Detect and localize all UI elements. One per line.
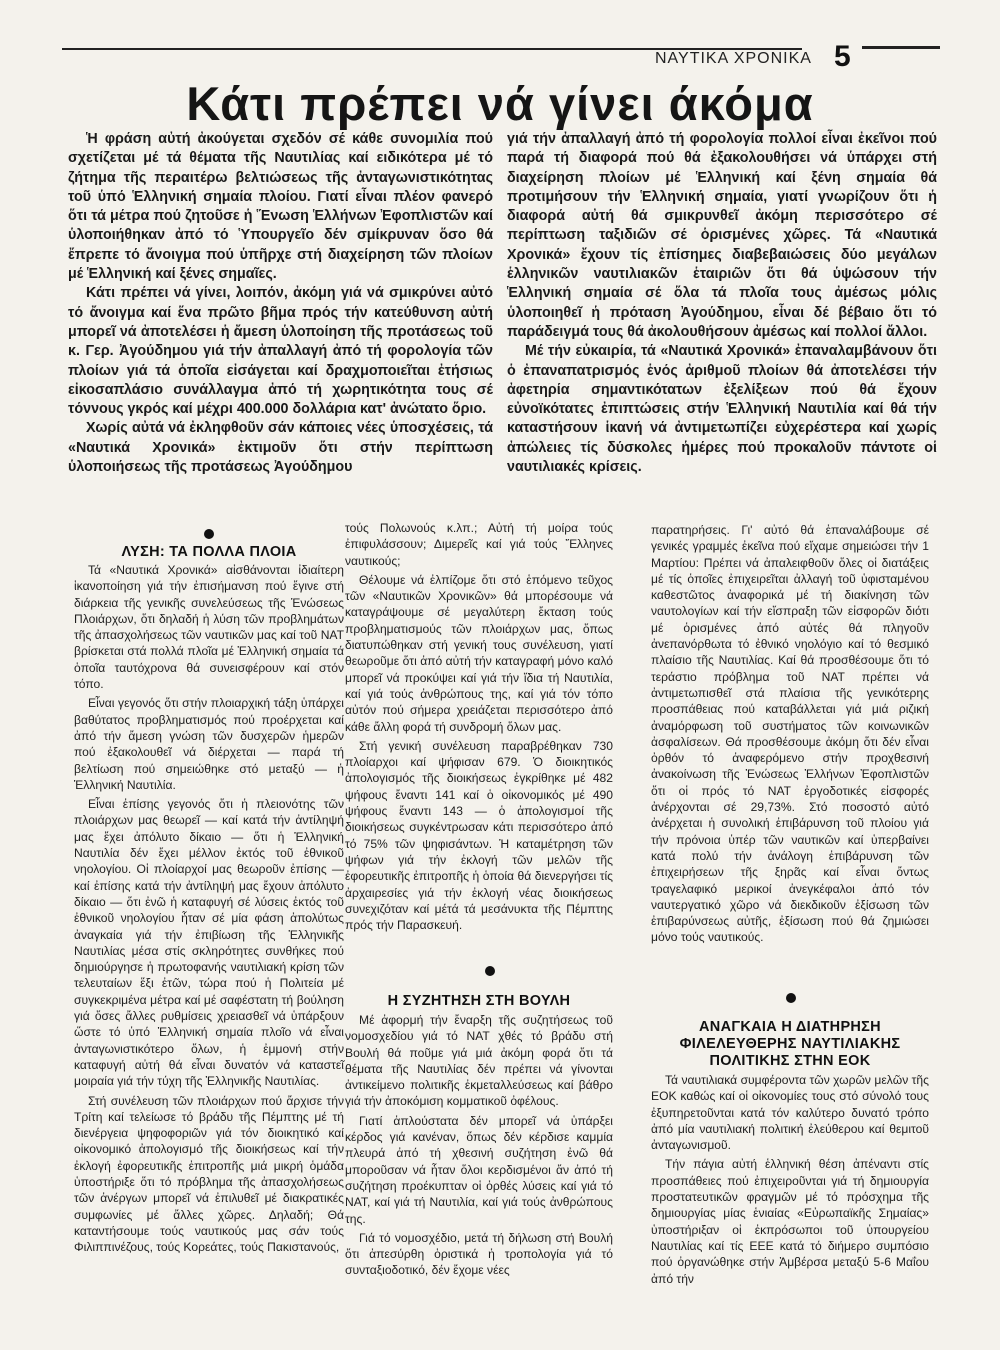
column-paragraph: Στή συνέλευση τῶν πλοιάρχων πού ἄρχισε τήν Τρίτη καί τελείωσε τό βράδυ τῆς Πέμπτης μέ τή διενέργεια ψηφοφοριῶν γιά τόν διοικητικό καί οἰκονομικό ἀπολογισμό τῆς διοικήσεως καί τήν ἐκλογή ἐφορευτικῆς ἐπιτροπῆς μιά μικρή ὁμάδα ὑποστήριξε ὅτι τό πρόβλημα τῆς ἀπασχολήσεως τῶν ἀνέργων μπορεῖ νά ἐπιλυθεῖ μέ διακρατικές συμφωνίες μέ ἄλλες χῶρες. Δηλαδή; Θά καταντήσουμε τούς ναυτικούς μας σάν τούς Φιλιππινέζους, τούς Κορεάτες, τούς Πακιστανούς, [74, 1093, 344, 1255]
column-1 [74, 562, 344, 1258]
column-2-lower [345, 1012, 613, 1282]
column-2 [345, 520, 613, 936]
article-title: Κάτι πρέπει νά γίνει άκόμα [186, 77, 814, 130]
column-3-lower [651, 1072, 929, 1290]
column-paragraph: Γιατί ἁπλούστατα δέν μπορεῖ νά ὑπάρξει κέρδος γιά κανέναν, ὅπως δέν κέρδισε καμμία πλευρά ἀπό τή χθεσινή συζήτηση ἐνῶ θά μποροῦσαν νά ἦταν ὅλοι κερδισμένοι ἄν ἀπό τή συζήτηση προέκυπταν οἱ ὀρθές λύσεις καί γιά τό ΝΑΤ, καί γιά τή Ναυτιλία, καί γιά τούς ἀνθρώπους της. [345, 1113, 613, 1226]
column-paragraph: Μέ ἀφορμή τήν ἔναρξη τῆς συζητήσεως τοῦ νομοσχεδίου γιά τό ΝΑΤ χθές τό βράδυ στή Βουλή θά ποῦμε γιά μιά ἀκόμη φορά ὅτι τά θέματα τῆς Ναυτιλίας δέν πρέπει νά γίνονται ἀντικείμενο πολιτικῆς ἐκμεταλλεύσεως καί βάθρο γιά τήν ἀποκόμιση κομματικοῦ ὀφέλους. [345, 1013, 613, 1109]
column-paragraph: Εἶναι ἐπίσης γεγονός ὅτι ἡ πλειονότης τῶν πλοιάρχων μας θεωρεῖ — καί κατά τήν ἀντίληψή μας ἔχει ἀπόλυτο δίκαιο — ὅτι ἡ Ἑλληνική Ναυτιλία δέν ἔχει μέλλον ἐκτός τοῦ ἐθνικοῦ νηολογίου. Οἱ πλοίαρχοί μας θεωροῦν ἐπίσης — καί ἐπίσης κατά τήν ἀντίληψή μας ἔχουν ἀπόλυτο δίκαιο — ὅτι ἐνῶ ἡ καταφυγή σέ λύσεις ἐκτός τοῦ ἐθνικοῦ νηολογίου ἦταν σέ μία φάση ἀπολύτως ἀναγκαία γιά τήν ἐπιβίωση τῆς Ἑλληνικῆς Ναυτιλίας μέσα στίς σκληρότητες συνθήκες πού δημιούργησε ἡ πρωτοφανής ναυτιλιακή κρίση τῶν τελευταίων ἕξι ἐτῶν, τώρα πού ἡ Πολιτεία μέ συγκεκριμένα μέτρα καί μέ σαφέστατη τή βούληση γιά ὅσες ἄλλες ρυθμίσεις χρειασθεῖ νά ὑπάρξουν ὥστε τό ὑπό Ἑλληνική σημαία πλοῖο νά εἶναι ἀνταγωνιστικότερο ὅλων, ἡ ἐμμονή στήν καταφυγή αὐτή θά εἶναι δυνατόν νά καταστεῖ μοιραία γιά τήν τύχη τῆς Ἑλληνικῆς Ναυτιλίας. [74, 797, 344, 1089]
column-paragraph: Τά ναυτιλιακά συμφέροντα τῶν χωρῶν μελῶν τῆς ΕΟΚ καθώς καί οἱ οἰκονομίες τους στό σύνολό τους ἐξυπηρετοῦνται κατά τόν καλύτερο δυνατό τρόπο ἀπό μία ναυτιλιακή πολιτική ἐλεύθερου καί θεμιτοῦ ἀνταγωνισμοῦ. [651, 1073, 929, 1153]
column-paragraph: Εἶναι γεγονός ὅτι στήν πλοιαρχική τάξη ὑπάρχει βαθύτατος προβληματισμός πού προέρχεται καί ἀπό τήν ἄμεση γνώση τῶν δυσχερῶν ἡμερῶν πού ἐξακολουθεῖ νά διέρχεται — παρά τή βελτίωση πού σημειώθηκε στό μεταξύ — ἡ Ἑλληνική Ναυτιλία. [74, 696, 344, 792]
lead-paragraph: Ἡ φράση αὐτή ἀκούγεται σχεδόν σέ κάθε συνομιλία πού σχετίζεται μέ τά θέματα τῆς Ναυτιλίας καί ειδικότερα μέ τό ζήτημα τῆς περαιτέρω βελτιώσεως τῆς ἀνταγωνιστικότητας τοῦ ὑπό Ἑλληνική σημαία πλοίου. Γιατί εἶναι πλέον φανερό ὅτι τά μέτρα πού ζητοῦσε ἡ Ἕνωση Ἑλλήνων Ἐφοπλιστῶν καί ὑλοποιήθηκαν ἀπό τό Ὑπουργεῖο δέν σμίκρυναν ὅσο θά ἔπρεπε τό ἄνοιγμα πού ὑπῆρχε στή διαχείρηση τῶν πλοίων μέ Ἑλληνική καί ξένες σημαῖες. [68, 131, 493, 283]
lead-paragraph: γιά τήν ἀπαλλαγή ἀπό τή φορολογία πολλοί εἶναι ἐκεῖνοι πού παρά τή διαφορά πού θά ἐξακολουθήσει νά ὑπάρχει στή διαχείρηση πλοίων μέ Ἑλληνική καί ξένη σημαία θά προτιμήσουν τήν Ἑλληνική σημαία, γιατί γνωρίζουν ὅτι ἡ διαφορά αὐτή θά σμικρυνθεῖ ἀκόμη περισσότερο σέ περίπτωση ταξιδιῶν σέ ὁρισμένες χῶρες. Τά «Ναυτικά Χρονικά» ἔχουν τίς ἐπίσημες διαβεβαιώσεις δύο μεγάλων ἑλληνικῶν ναυτιλιακῶν ἑταιριῶν ὅτι θά ὑψώσουν τήν Ἑλληνική σημαία σέ ὅλα τά πλοῖα τους ἀμέσως μόλις ὑλοποιηθεῖ ἡ πρόταση Ἀγούδημου, εἶναι δέ βέβαιο ὅτι τό παράδειγμά τους θά ἀκολουθήσουν ἀμέσως καί πολλοί ἄλλοι. [507, 131, 937, 340]
lead-column-right [507, 130, 937, 477]
column-paragraph: Τά «Ναυτικά Χρονικά» αἰσθάνονται ἰδιαίτερη ἱκανοποίηση γιά τήν ἐπισήμανση πού ἔγινε στή διάρκεια τῆς γενικῆς συνελεύσεως τῆς Ἑνώσεως Πλοιάρχων, ὅτι δηλαδή ἡ λύση τῶν προβλημάτων τῆς ἀπασχολήσεως τῶν ναυτικῶν μας καί τοῦ ΝΑΤ βρίσκεται στά πολλά πλοῖα μέ Ἑλληνική σημαία τά ὁποῖα ταυτόχρονα θά συνεισφέρουν καί στόν τόπο. [74, 563, 344, 692]
section-heading-vouli: Η ΣΥΖΗΤΗΣΗ ΣΤΗ ΒΟΥΛΗ [387, 993, 571, 1009]
column-paragraph: Τήν πάγια αὐτή ἑλληνική θέση ἀπέναντι στίς προσπάθειες πού ἐπιχειροῦνται γιά τή δημιουργία προστατευτικῶν φραγμῶν μέ τό πρόσχημα τῆς δημιουργίας μίας ἑνιαίας «Εὐρωπαϊκῆς Σημαίας» ὑποστήριξαν οἱ ἐκπρόσωποι τοῦ ὑπουργείου Ναυτιλίας καί τίς ΕΕΕ κατά τό διήμερο συμπόσιο πού ὀργανώθηκε στήν Ἀμβέρσα μεταξύ 5-6 Μαΐου ἀπό τήν [651, 1157, 929, 1286]
lead-paragraph: Κάτι πρέπει νά γίνει, λοιπόν, ἀκόμη γιά νά σμικρύνει αὐτό τό ἄνοιγμα καί ἕνα πρῶτο βῆμα πρός τήν κατεύθυνση αὐτή μπορεῖ νά ἀποτελέσει ἡ ἄμεση ὑλοποίηση τῆς προτάσεως τοῦ κ. Γερ. Ἀγούδημου γιά τήν ἀπαλλαγή ἀπό τή φορολογία τῶν πλοίων γιά τά ὁποῖα εἰσάγεται καί δραχμοποιεῖται ἐτήσιως εἰκοσαπλάσιο συνάλλαγμα ἀπό τή χωρητικότητα τους σέ τόννους γκρός καί μέχρι 400.000 δολλάρια κατ' ἀνώτατο ὅριο. [68, 285, 493, 418]
column-paragraph: παρατηρήσεις. Γι' αὐτό θά ἐπαναλάβουμε σέ γενικές γραμμές ἐκεῖνα πού εἴχαμε σημειώσει τήν 1 Μαρτίου: Πρέπει νά ἀπαλειφθοῦν ὅλες οἱ διατάξεις μέ τίς ὁποῖες ἐπιχειρεῖται ἀλλαγή τοῦ ὑφισταμένου καθεστῶτος ἀναφορικά μέ τή διακίνηση τῶν ναυτολογίων καί τήν εἴσπραξη τῶν εἰσφορῶν διότι μέ ὁρισμένες ἀπό αὐτές θά πληγοῦν ἀνεπανόρθωτα τό ἐθνικό νηολόγιο καί τό θεσμικό πλαίσιο τῆς Ναυτιλίας. Καί θά προσθέσουμε ὅτι τό τεράστιο πρόβλημα τοῦ ΝΑΤ πρέπει νά ἀντιμετωπισθεῖ στά πλαίσια τῆς γενικότερης προσπάθειας πού καταβάλλεται γιά μιά ριζική ἀναμόρφωση τοῦ συστήματος τῶν κοινωνικῶν ἀσφαλίσεων. Θά προσθέσουμε ἀκόμη ὅτι δέν εἶναι ὀρθόν τό ἀναφερόμενο στήν προχθεσινή ἀνακοίνωση τῆς Ἑνώσεως Ἑλλήνων Ἐφοπλιστῶν ὅτι οἱ πρός τό ΝΑΤ ἐργοδοτικές εἰσφορές ἀνέρχονται σέ 29,73%. Στό ποσοστό αὐτό ἀνέρχεται ἡ συνολική ἐπιβάρυνση τοῦ πλοίου γιά τήν πρόνοια ὑπέρ τῶν ναυτικῶν καί ὑπερβαίνει κατά πολύ τήν ἀνάλογη ἐπιβάρυνση τῶν ἐπιχειρήσεων τῆς ξηρᾶς καί εἶναι ὄντως τραγελαφικό μερικοί ἀνεγκέφαλοι ἀπό τόν ναυτεργατικό χῶρο νά διεκδικοῦν ἐξίσωση τῶν ἐπιβαρύνσεως αὐτῆς, ἐξίσωση πού θά ζημιώσει μόνο τούς ναυτικούς. [651, 523, 929, 945]
section-bullet [786, 993, 796, 1003]
section-heading-eok: ΑΝΑΓΚΑΙΑ Η ΔΙΑΤΗΡΗΣΗ ΦΙΛΕΛΕΥΘΕΡΗΣ ΝΑΥΤΙΛΙΑΚΗΣ ΠΟΛΙΤΙΚΗΣ ΣΤΗΝ ΕΟΚ [679, 1019, 901, 1069]
section-heading-lysi: ΛΥΣΗ: ΤΑ ΠΟΛΛΑ ΠΛΟΙΑ [121, 544, 297, 560]
column-paragraph: Στή γενική συνέλευση παραβρέθηκαν 730 πλοίαρχοι καί ψήφισαν 679. Ὁ διοικητικός ἀπολογισμός τῆς διοικήσεως ἐγκρίθηκε μέ 482 ψήφους ἔναντι 141 καί ὁ οἰκονομικός μέ 490 ψήφους ἔναντι 143 — ὁ ἀπολογισμοί τῆς διοικήσεως συγκέντρωσαν κάτι περισσότερο ἀπό τό 75% τῶν ψηφισάντων. Ἡ καταμέτρηση τῶν ψήφων γιά τήν ἐκλογή τῶν μελῶν τῆς ἐφορευτικῆς ἐπιτροπῆς ἡ ὁποία θά διενεργήσει τίς ἀρχαιρεσίες γιά τήν ἐκλογή νέας διοικήσεως συνεχιζόταν καί μέτά τά μεσάνυκτα τῆς Πέμπτης πρός τήν Παρασκευή. [345, 738, 613, 933]
section-bullet [204, 529, 214, 539]
lead-column-left [68, 130, 493, 477]
section-bullet [485, 966, 495, 976]
lead-paragraph: Μέ τήν εὐκαιρία, τά «Ναυτικά Χρονικά» ἐπαναλαμβάνουν ὅτι ὁ ἐπαναπατρισμός ἑνός ἀριθμοῦ πλοίων θά ἀποτελέσει τήν ἀφετηρία σημαντικότατων ἐξελίξεων πού θά ἔχουν εὐνοϊκότατες ἐπιπτώσεις στήν Ἑλληνική Ναυτιλία καί θά τήν καταστήσουν ἱκανή νά ἀντιμετωπίζει εὐχερέστερα καί χωρίς ἀπώλειες τίς δύσκολες ἡμέρες πού προκαλοῦν πάντοτε οἱ ναυτιλιακές κρίσεις. [507, 343, 937, 476]
lead-paragraph: Χωρίς αὐτά νά ἐκληφθοῦν σάν κάποιες νέες ὑποσχέσεις, τά «Ναυτικά Χρονικά» ἐκτιμοῦν ὅτι στήν περίπτωση ὑλοποιήσεως τῆς προτάσεως Ἀγούδημου [68, 420, 493, 476]
publication-name: ΝΑΥΤΙΚΑ ΧΡΟΝΙΚΑ [655, 50, 812, 67]
column-3 [651, 522, 929, 949]
page-number: 5 [834, 40, 851, 73]
column-paragraph: τούς Πολωνούς κ.λπ.; Αὐτή τή μοίρα τούς ἐπιφυλάσσουν; Διμερεῖς καί γιά τούς Ἕλληνες ναυτικούς; [345, 521, 613, 568]
column-paragraph: Γιά τό νομοσχέδιο, μετά τή δήλωση στή Βουλή ὅτι ἀπεσύρθη ὁριστικά ἡ τροπολογία γιά τό συνταξιοδοτικό, δέν ἔχομε νέες [345, 1230, 613, 1278]
header-rule-right [862, 46, 940, 49]
column-paragraph: Θέλουμε νά ἐλπίζομε ὅτι στό ἑπόμενο τεῦχος τῶν «Ναυτικῶν Χρονικῶν» θά μπορέσουμε νά καταγράψουμε σέ μεγαλύτερη ἔκταση τούς προβληματισμούς τῶν πλοιάρχων μας, ὅπως διατυπώθηκαν στή γενική τους συνέλευση, γιατί θεωροῦμε ὅτι ἀπό αὐτή τήν καταγραφή μόνο καλό μπορεῖ νά προκύψει καί γιά τήν ἴδια τή Ναυτιλία, καί γιά τούς ἀνθρώπους της, καί γιά τόν τόπο αὐτόν πού σήμερα χρειάζεται περισσότερο ἀπό κάθε ἄλλη φορά τή συνδρομή ὅλων μας. [345, 572, 613, 734]
